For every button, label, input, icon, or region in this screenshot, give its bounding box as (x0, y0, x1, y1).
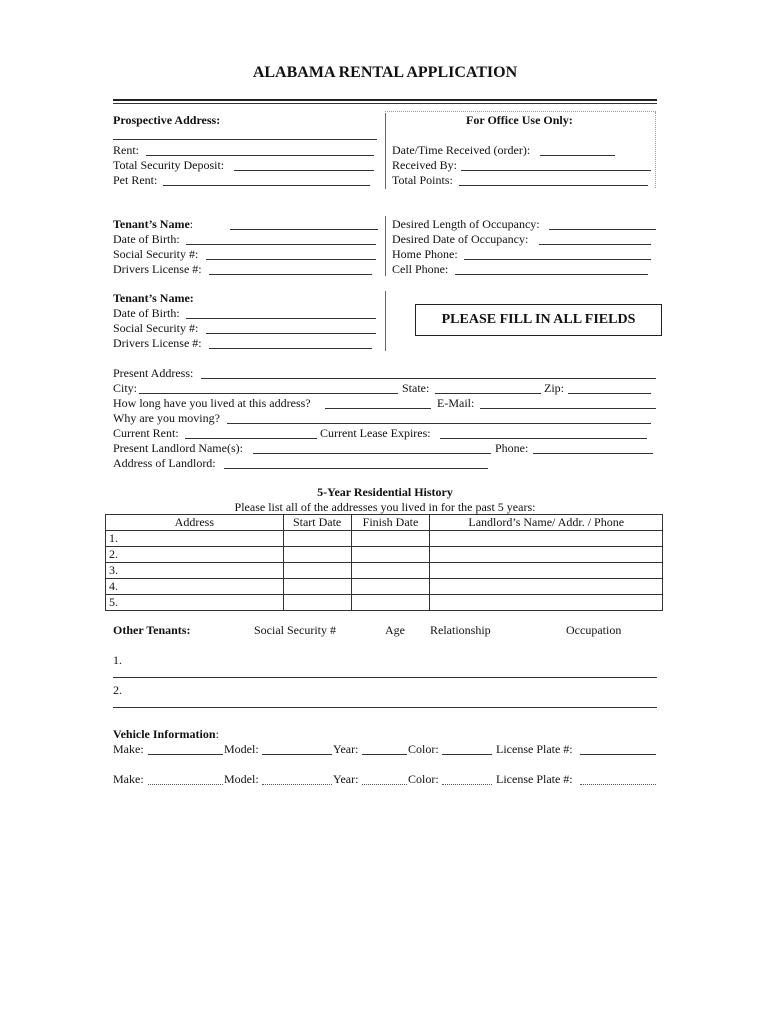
vehicle-label-colon: : (215, 727, 219, 741)
email-field[interactable] (480, 396, 656, 409)
tenant1-license-label: Drivers License #: (113, 262, 202, 276)
history-cell[interactable] (283, 595, 351, 611)
vehicle1-plate-label: License Plate #: (496, 742, 573, 756)
cell-phone-label: Cell Phone: (392, 262, 449, 276)
how-long-label: How long have you lived at this address? (113, 396, 311, 410)
vehicle1-year-label: Year: (333, 742, 359, 756)
history-row-number[interactable]: 2. (106, 547, 284, 563)
history-cell[interactable] (430, 563, 663, 579)
total-points-field[interactable] (459, 173, 648, 186)
tenant2-ssn-label: Social Security #: (113, 321, 199, 335)
tenant1-name-field[interactable] (230, 217, 378, 230)
state-label: State: (402, 381, 430, 395)
prospective-address-label: Prospective Address: (113, 113, 221, 127)
vehicle2-model-field[interactable] (262, 772, 332, 785)
tenant2-license-field[interactable] (209, 336, 372, 349)
vehicle1-model-field[interactable] (262, 742, 332, 755)
other-tenants-col-occupation: Occupation (566, 623, 622, 637)
history-row-number[interactable]: 1. (106, 531, 284, 547)
tenant1-license-field[interactable] (209, 262, 372, 275)
tenant1-name-colon: : (189, 217, 194, 231)
history-cell[interactable] (430, 547, 663, 563)
table-row (106, 579, 663, 595)
total-points-label: Total Points: (392, 173, 453, 187)
occupancy-date-label: Desired Date of Occupancy: (392, 232, 529, 246)
title-divider-top (113, 99, 657, 101)
city-label: City: (113, 381, 138, 395)
zip-label: Zip: (544, 381, 564, 395)
tenant2-ssn-field[interactable] (206, 321, 376, 334)
why-moving-field[interactable] (227, 411, 651, 424)
vehicle1-color-label: Color: (408, 742, 439, 756)
office-box-top (385, 111, 656, 112)
vehicle2-plate-field[interactable] (580, 772, 656, 785)
tenant1-dob-field[interactable] (186, 232, 376, 245)
vehicle-label (113, 727, 219, 741)
security-deposit-label: Total Security Deposit: (113, 158, 225, 172)
history-cell[interactable] (430, 595, 663, 611)
vehicle1-year-field[interactable] (362, 742, 407, 755)
history-cell[interactable] (351, 531, 430, 547)
history-col-start: Start Date (283, 515, 351, 531)
vehicle1-make-field[interactable] (148, 742, 223, 755)
received-by-label: Received By: (392, 158, 457, 172)
history-row-number[interactable]: 4. (106, 579, 284, 595)
table-row (106, 547, 663, 563)
datetime-received-label: Date/Time Received (order): (392, 143, 531, 157)
landlord-phone-label: Phone: (495, 441, 529, 455)
history-cell[interactable] (283, 563, 351, 579)
other-tenants-label: Other Tenants: (113, 623, 191, 637)
tenant1-name-text: Tenant’s Name (113, 217, 190, 231)
tenant2-dob-field[interactable] (186, 306, 376, 319)
pet-rent-field[interactable] (163, 173, 370, 186)
history-cell[interactable] (283, 579, 351, 595)
rent-field[interactable] (146, 143, 374, 156)
tenant2-dob-label: Date of Birth: (113, 306, 180, 320)
lease-expires-field[interactable] (440, 426, 647, 439)
history-cell[interactable] (283, 531, 351, 547)
vehicle2-color-label: Color: (408, 772, 439, 786)
other-tenant-row-number: 2. (113, 683, 122, 697)
prospective-address-field[interactable] (113, 127, 377, 140)
landlord-address-field[interactable] (224, 456, 488, 469)
tenant1-ssn-field[interactable] (206, 247, 376, 260)
tenant1-ssn-label: Social Security #: (113, 247, 199, 261)
history-cell[interactable] (430, 579, 663, 595)
present-address-field[interactable] (201, 366, 656, 379)
history-cell[interactable] (351, 563, 430, 579)
zip-field[interactable] (568, 381, 651, 394)
datetime-received-field[interactable] (540, 143, 615, 156)
other-tenants-col-age: Age (385, 623, 405, 637)
title-divider-bottom (113, 103, 657, 104)
current-rent-field[interactable] (185, 426, 317, 439)
history-col-address: Address (106, 515, 284, 531)
tenant1-name-label (113, 217, 193, 231)
vehicle2-color-field[interactable] (442, 772, 492, 785)
history-subheading: Please list all of the addresses you lived in for the past 5 years: (234, 500, 536, 514)
cell-phone-field[interactable] (455, 262, 648, 275)
history-header-row (106, 515, 663, 531)
history-cell[interactable] (430, 531, 663, 547)
occupancy-length-label: Desired Length of Occupancy: (392, 217, 540, 231)
vehicle1-plate-field[interactable] (580, 742, 656, 755)
vehicle2-make-field[interactable] (148, 772, 223, 785)
table-row (106, 531, 663, 547)
rent-label: Rent: (113, 143, 139, 157)
other-tenants-col-relationship: Relationship (430, 623, 491, 637)
tenant2-name-label: Tenant’s Name: (113, 291, 194, 305)
office-use-heading: For Office Use Only: (466, 113, 573, 127)
why-moving-label: Why are you moving? (113, 411, 220, 425)
landlord-phone-field[interactable] (533, 441, 653, 454)
tenant-divider-1 (385, 216, 386, 276)
table-row (106, 595, 663, 611)
home-phone-label: Home Phone: (392, 247, 458, 261)
tenant2-license-label: Drivers License #: (113, 336, 202, 350)
city-field[interactable] (139, 381, 398, 394)
tenant-divider-2 (385, 291, 386, 351)
history-row-number[interactable]: 3. (106, 563, 284, 579)
current-rent-label: Current Rent: (113, 426, 179, 440)
history-col-finish: Finish Date (351, 515, 430, 531)
vehicle-label-text: Vehicle Information (113, 727, 216, 741)
history-table (105, 514, 663, 611)
present-address-label: Present Address: (113, 366, 194, 380)
how-long-field[interactable] (325, 396, 431, 409)
tenant1-dob-label: Date of Birth: (113, 232, 180, 246)
vehicle1-model-label: Model: (224, 742, 259, 756)
home-phone-field[interactable] (464, 247, 651, 260)
history-row-number[interactable]: 5. (106, 595, 284, 611)
security-deposit-field[interactable] (234, 158, 374, 171)
other-tenant-row-number: 1. (113, 653, 122, 667)
vehicle2-model-label: Model: (224, 772, 259, 786)
occupancy-length-field[interactable] (549, 217, 656, 230)
vehicle2-plate-label: License Plate #: (496, 772, 573, 786)
table-row (106, 563, 663, 579)
received-by-field[interactable] (461, 158, 651, 171)
state-field[interactable] (435, 381, 541, 394)
landlord-address-label: Address of Landlord: (113, 456, 216, 470)
vehicle1-make-label: Make: (113, 742, 144, 756)
other-tenant-line[interactable] (113, 677, 657, 678)
vehicle2-make-label: Make: (113, 772, 144, 786)
vehicle2-year-label: Year: (333, 772, 359, 786)
notice-text: PLEASE FILL IN ALL FIELDS (441, 312, 636, 327)
landlord-names-label: Present Landlord Name(s): (113, 441, 243, 455)
notice-box (415, 304, 662, 336)
history-cell[interactable] (351, 595, 430, 611)
office-divider (385, 113, 386, 189)
pet-rent-label: Pet Rent: (113, 173, 158, 187)
vehicle1-color-field[interactable] (442, 742, 492, 755)
history-heading: 5-Year Residential History (317, 485, 453, 499)
office-divider-dotted (655, 112, 656, 188)
lease-expires-label: Current Lease Expires: (320, 426, 431, 440)
history-cell[interactable] (351, 547, 430, 563)
history-cell[interactable] (283, 547, 351, 563)
email-label: E-Mail: (437, 396, 475, 410)
history-cell[interactable] (351, 579, 430, 595)
occupancy-date-field[interactable] (539, 232, 651, 245)
other-tenants-col-ssn: Social Security # (254, 623, 336, 637)
history-col-landlord: Landlord’s Name/ Addr. / Phone (430, 515, 663, 531)
landlord-names-field[interactable] (253, 441, 491, 454)
page-title: ALABAMA RENTAL APPLICATION (252, 64, 518, 81)
vehicle2-year-field[interactable] (362, 772, 407, 785)
other-tenant-line[interactable] (113, 707, 657, 708)
